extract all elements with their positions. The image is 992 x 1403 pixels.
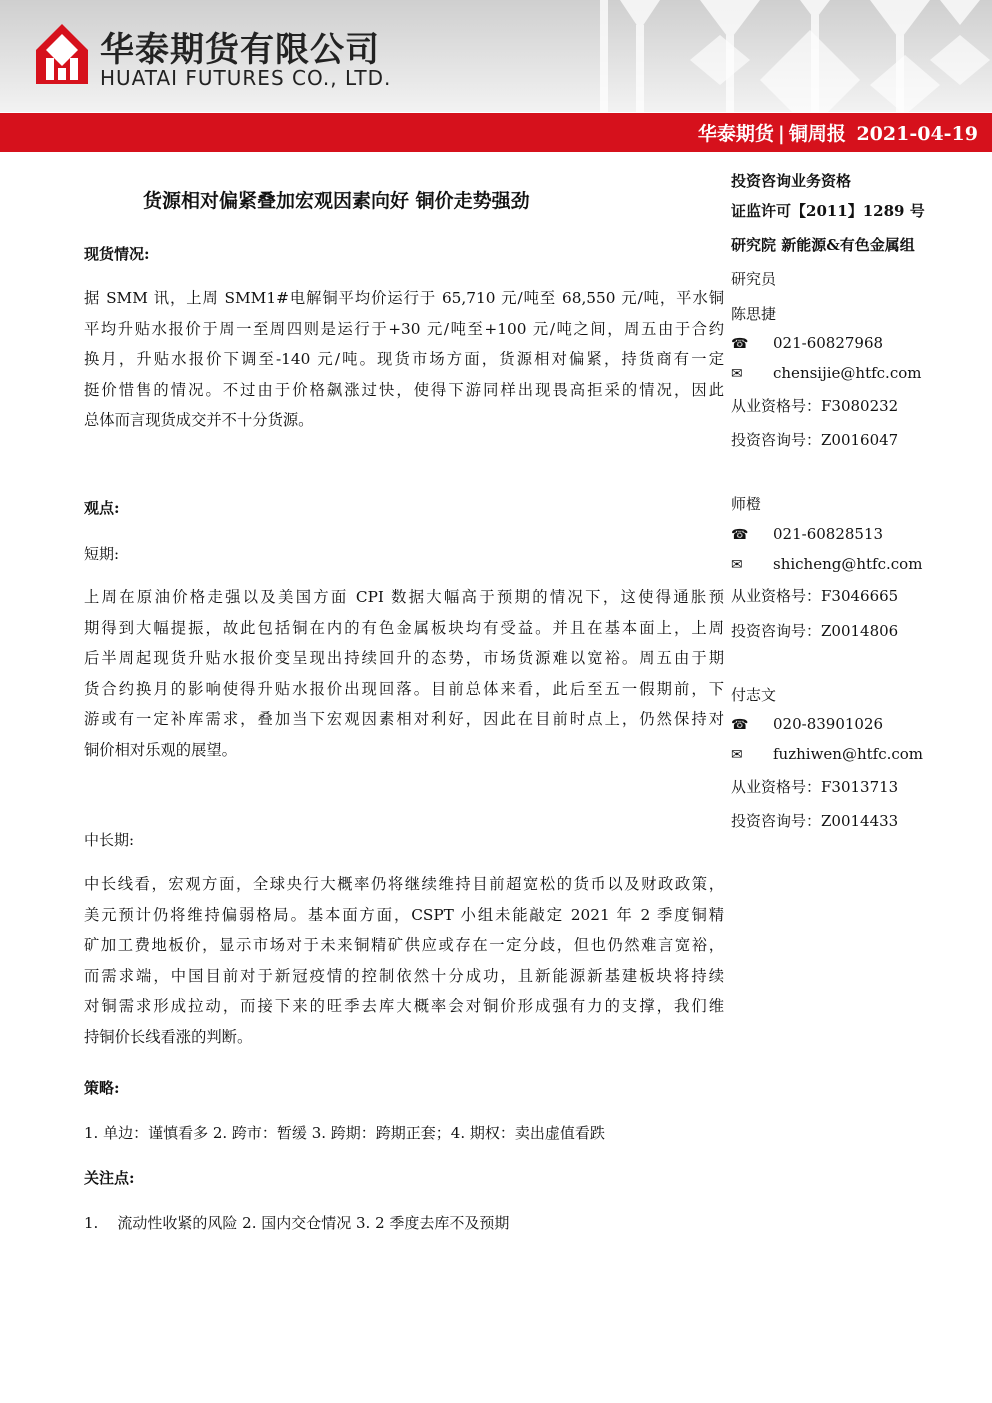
email-address[interactable]: fuzhiwen@htfc.com xyxy=(773,745,924,763)
banner-date: 2021-04-19 xyxy=(856,123,978,145)
analyst-email xyxy=(731,555,922,573)
focus-text: 1. 流动性收紧的风险 2. 国内交仓情况 3. 2 季度去库不及预期 xyxy=(84,1214,510,1232)
paragraph-line: 中长线看，宏观方面，全球央行大概率仍将继续维持目前超宽松的货币以及财政政策， xyxy=(84,875,724,893)
envelope-icon: ✉ xyxy=(731,366,743,382)
strategy-heading: 策略: xyxy=(84,1079,120,1097)
analyst-email xyxy=(731,745,923,763)
paragraph-line: 期得到大幅提振，故此包括铜在内的有色金属板块均有受益。并且在基本面上，上周 xyxy=(84,618,724,637)
long-term-paragraph xyxy=(84,869,724,1052)
report-title: 货源相对偏紧叠加宏观因素向好 铜价走势强劲 xyxy=(143,190,530,212)
spot-heading: 现货情况: xyxy=(84,245,150,263)
qualification-line-2: 证监许可【2011】1289 号 xyxy=(731,202,925,220)
qualification-line-1: 投资咨询业务资格 xyxy=(731,172,852,190)
analyst-name: 师橙 xyxy=(731,495,762,513)
paragraph-line: 挺价惜售的情况。不过由于价格飙涨过快，使得下游同样出现畏高拒采的情况，因此 xyxy=(84,380,724,399)
banner-separator: | xyxy=(777,123,785,145)
analyst-phone xyxy=(731,715,883,733)
paragraph-line: 矿加工费地板价，显示市场对于未来铜精矿供应或存在一定分歧，但也仍然难言宽裕， xyxy=(84,936,724,954)
analyst-advisor-id: 投资咨询号：Z0014433 xyxy=(731,812,899,830)
phone-number: 021-60827968 xyxy=(773,334,884,352)
company-logo-icon xyxy=(34,22,90,86)
short-term-paragraph xyxy=(84,582,724,765)
phone-number: 020-83901026 xyxy=(773,715,884,733)
phone-number: 021-60828513 xyxy=(773,525,884,543)
company-name-en: HUATAI FUTURES CO., LTD. xyxy=(100,66,392,90)
paragraph-line: 据 SMM 讯，上周 SMM1#电解铜平均价运行于 65,710 元/吨至 68,550 元/吨，平水铜 xyxy=(84,289,724,307)
view-heading: 观点: xyxy=(84,499,120,517)
report-banner-text xyxy=(696,119,980,146)
analyst-email xyxy=(731,364,921,382)
analyst-name: 付志文 xyxy=(731,686,777,704)
long-term-label: 中长期: xyxy=(84,831,135,849)
paragraph-line: 持铜价长线看涨的判断。 xyxy=(84,1027,253,1046)
paragraph-line: 铜价相对乐观的展望。 xyxy=(84,740,237,759)
analyst-advisor-id: 投资咨询号：Z0014806 xyxy=(731,622,899,640)
envelope-icon: ✉ xyxy=(731,747,743,763)
paragraph-line: 美元预计仍将维持偏弱格局。基本面方面，CSPT 小组未能敲定 2021 年 2 季度铜精 xyxy=(84,905,724,924)
email-address[interactable]: shicheng@htfc.com xyxy=(773,555,923,573)
analyst-cert: 从业资格号：F3046665 xyxy=(731,587,899,605)
paragraph-line: 货合约换月的影响使得升贴水报价出现回落。目前总体来看，此后至五一假期前，下 xyxy=(84,679,724,698)
department: 研究院 新能源&有色金属组 xyxy=(731,236,915,254)
short-term-label: 短期: xyxy=(84,545,120,563)
analyst-advisor-id: 投资咨询号：Z0016047 xyxy=(731,431,899,449)
spot-paragraph xyxy=(84,283,724,436)
paragraph-line: 总体而言现货成交并不十分货源。 xyxy=(84,411,314,429)
paragraph-line: 游或有一定补库需求，叠加当下宏观因素相对利好，因此在目前时点上，仍然保持对 xyxy=(84,710,724,728)
paragraph-line: 换月，升贴水报价下调至-140 元/吨。现货市场方面，货源相对偏紧，持货商有一定 xyxy=(84,350,724,368)
analyst-name: 陈思捷 xyxy=(731,305,777,323)
role-label: 研究员 xyxy=(731,270,777,288)
email-address[interactable]: chensijie@htfc.com xyxy=(773,364,922,382)
focus-heading: 关注点: xyxy=(84,1169,135,1187)
envelope-icon: ✉ xyxy=(731,557,743,573)
telephone-icon: ☎ xyxy=(731,717,749,733)
paragraph-line: 后半周起现货升贴水报价变呈现出持续回升的态势，市场货源难以宽裕。周五由于期 xyxy=(84,649,724,667)
paragraph-line: 对铜需求形成拉动，而接下来的旺季去库大概率会对铜价形成强有力的支撑，我们维 xyxy=(84,997,724,1015)
paragraph-line: 而需求端，中国目前对于新冠疫情的控制依然十分成功，且新能源新基建板块将持续 xyxy=(84,966,724,985)
banner-report-type: 铜周报 xyxy=(788,123,846,145)
strategy-text: 1. 单边：谨慎看多 2. 跨市：暂缓 3. 跨期：跨期正套；4. 期权：卖出虚值看跌 xyxy=(84,1124,605,1142)
page-header xyxy=(0,0,992,112)
report-banner xyxy=(0,113,992,152)
paragraph-line: 上周在原油价格走强以及美国方面 CPI 数据大幅高于预期的情况下，这使得通胀预 xyxy=(84,588,724,606)
telephone-icon: ☎ xyxy=(731,527,749,543)
analyst-cert: 从业资格号：F3013713 xyxy=(731,778,899,796)
analyst-phone xyxy=(731,334,883,352)
analyst-phone xyxy=(731,525,883,543)
banner-brand: 华泰期货 xyxy=(697,123,774,145)
paragraph-line: 平均升贴水报价于周一至周四则是运行于+30 元/吨至+100 元/吨之间，周五由于合约 xyxy=(84,319,724,338)
analyst-cert: 从业资格号：F3080232 xyxy=(731,397,899,415)
company-name-cn: 华泰期货有限公司 xyxy=(100,30,380,70)
telephone-icon: ☎ xyxy=(731,336,749,352)
